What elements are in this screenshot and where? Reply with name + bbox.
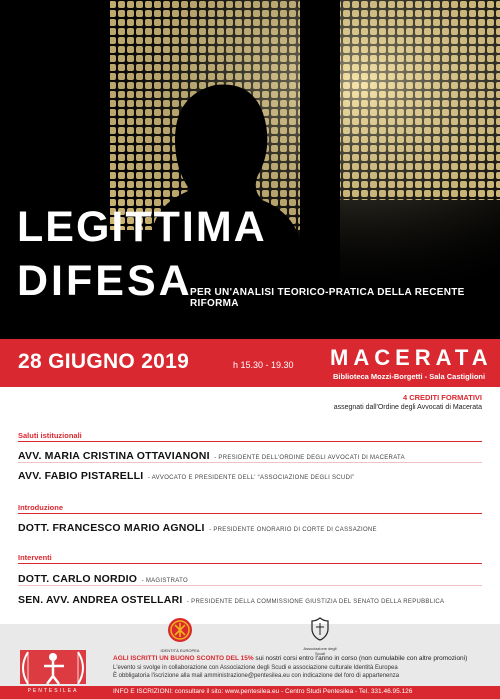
speaker-row bbox=[18, 466, 354, 484]
promo-highlight: AGLI ISCRITTI UN BUONO SCONTO DEL 15% bbox=[113, 655, 254, 662]
logo-right-text: Associazione degli Scudi bbox=[303, 646, 337, 656]
speaker-name: DOTT. CARLO NORDIO bbox=[18, 573, 138, 585]
section-label-saluti: Saluti istituzionali bbox=[18, 431, 82, 440]
row-divider bbox=[18, 585, 482, 586]
event-city: MACERATA bbox=[330, 345, 493, 370]
shield-icon bbox=[310, 617, 330, 641]
speaker-role: - AVVOCATO E PRESIDENTE DELL' “ASSOCIAZIONE DEGLI SCUDI” bbox=[147, 475, 355, 481]
credits-title: 4 CREDITI FORMATIVI bbox=[402, 393, 482, 402]
speaker-name: DOTT. FRANCESCO MARIO AGNOLI bbox=[18, 522, 205, 534]
speaker-role: - PRESIDENTE ONORARIO DI CORTE DI CASSAZIONE bbox=[209, 527, 377, 533]
identita-europea-logo bbox=[160, 617, 200, 653]
speaker-role: - MAGISTRATO bbox=[141, 578, 188, 584]
section-divider bbox=[18, 441, 482, 442]
brand-name: PENTESILEA bbox=[27, 688, 79, 694]
hero-title-line2: DIFESA bbox=[17, 257, 193, 305]
event-band bbox=[0, 339, 500, 387]
event-date: 28 GIUGNO 2019 bbox=[18, 350, 190, 373]
collaboration-note: L'evento si svolge in collaborazione con Associazione degli Scudi e associazione culturale Identità Europea bbox=[113, 665, 398, 671]
speaker-row bbox=[18, 518, 377, 536]
footer-info-link[interactable]: INFO E ISCRIZIONI: consultare il sito: www.pentesilea.eu - Centro Studi Pentesilea - Tel. 331.46.95.126 bbox=[113, 688, 413, 695]
registration-note: È obbligatoria l'iscrizione alla mail amministrazione@pentesilea.eu con indicazione del foro di appartenenza bbox=[113, 673, 400, 679]
promo-details: sui nostri corsi entro l'anno in corso (non cumulabile con altre promozioni) bbox=[253, 655, 468, 662]
hero-section bbox=[0, 0, 500, 339]
section-divider bbox=[18, 563, 482, 564]
speaker-name: AVV. MARIA CRISTINA OTTAVIANONI bbox=[18, 450, 210, 462]
section-divider bbox=[18, 513, 482, 514]
associazione-scudi-logo bbox=[300, 617, 340, 656]
promo-line bbox=[113, 655, 467, 662]
speaker-name: AVV. FABIO PISTARELLI bbox=[18, 470, 144, 482]
section-label-interventi: Interventi bbox=[18, 553, 52, 562]
event-time: h 15.30 - 19.30 bbox=[233, 360, 294, 370]
speaker-name: SEN. AVV. ANDREA OSTELLARI bbox=[18, 594, 183, 606]
hero-title-line1: LEGITTIMA bbox=[17, 203, 267, 251]
speaker-role: - PRESIDENTE DELL'ORDINE DEGLI AVVOCATI DI MACERATA bbox=[214, 455, 405, 461]
hero-subtitle: PER UN'ANALISI TEORICO-PRATICA DELLA RECENTE RIFORMA bbox=[190, 287, 465, 309]
event-venue: Biblioteca Mozzi-Borgetti - Sala Castiglioni bbox=[333, 372, 486, 381]
section-label-introduzione: Introduzione bbox=[18, 503, 63, 512]
speaker-row bbox=[18, 590, 444, 608]
speaker-role: - PRESIDENTE DELLA COMMISSIONE GIUSTIZIA DEL SENATO DELLA REPUBBLICA bbox=[186, 599, 445, 605]
credits-note: assegnati dall'Ordine degli Avvocati di Macerata bbox=[333, 404, 482, 411]
row-divider bbox=[18, 462, 482, 463]
logo-left-text: IDENTITÀ EUROPEA bbox=[160, 648, 200, 653]
chi-rho-icon bbox=[167, 617, 193, 643]
